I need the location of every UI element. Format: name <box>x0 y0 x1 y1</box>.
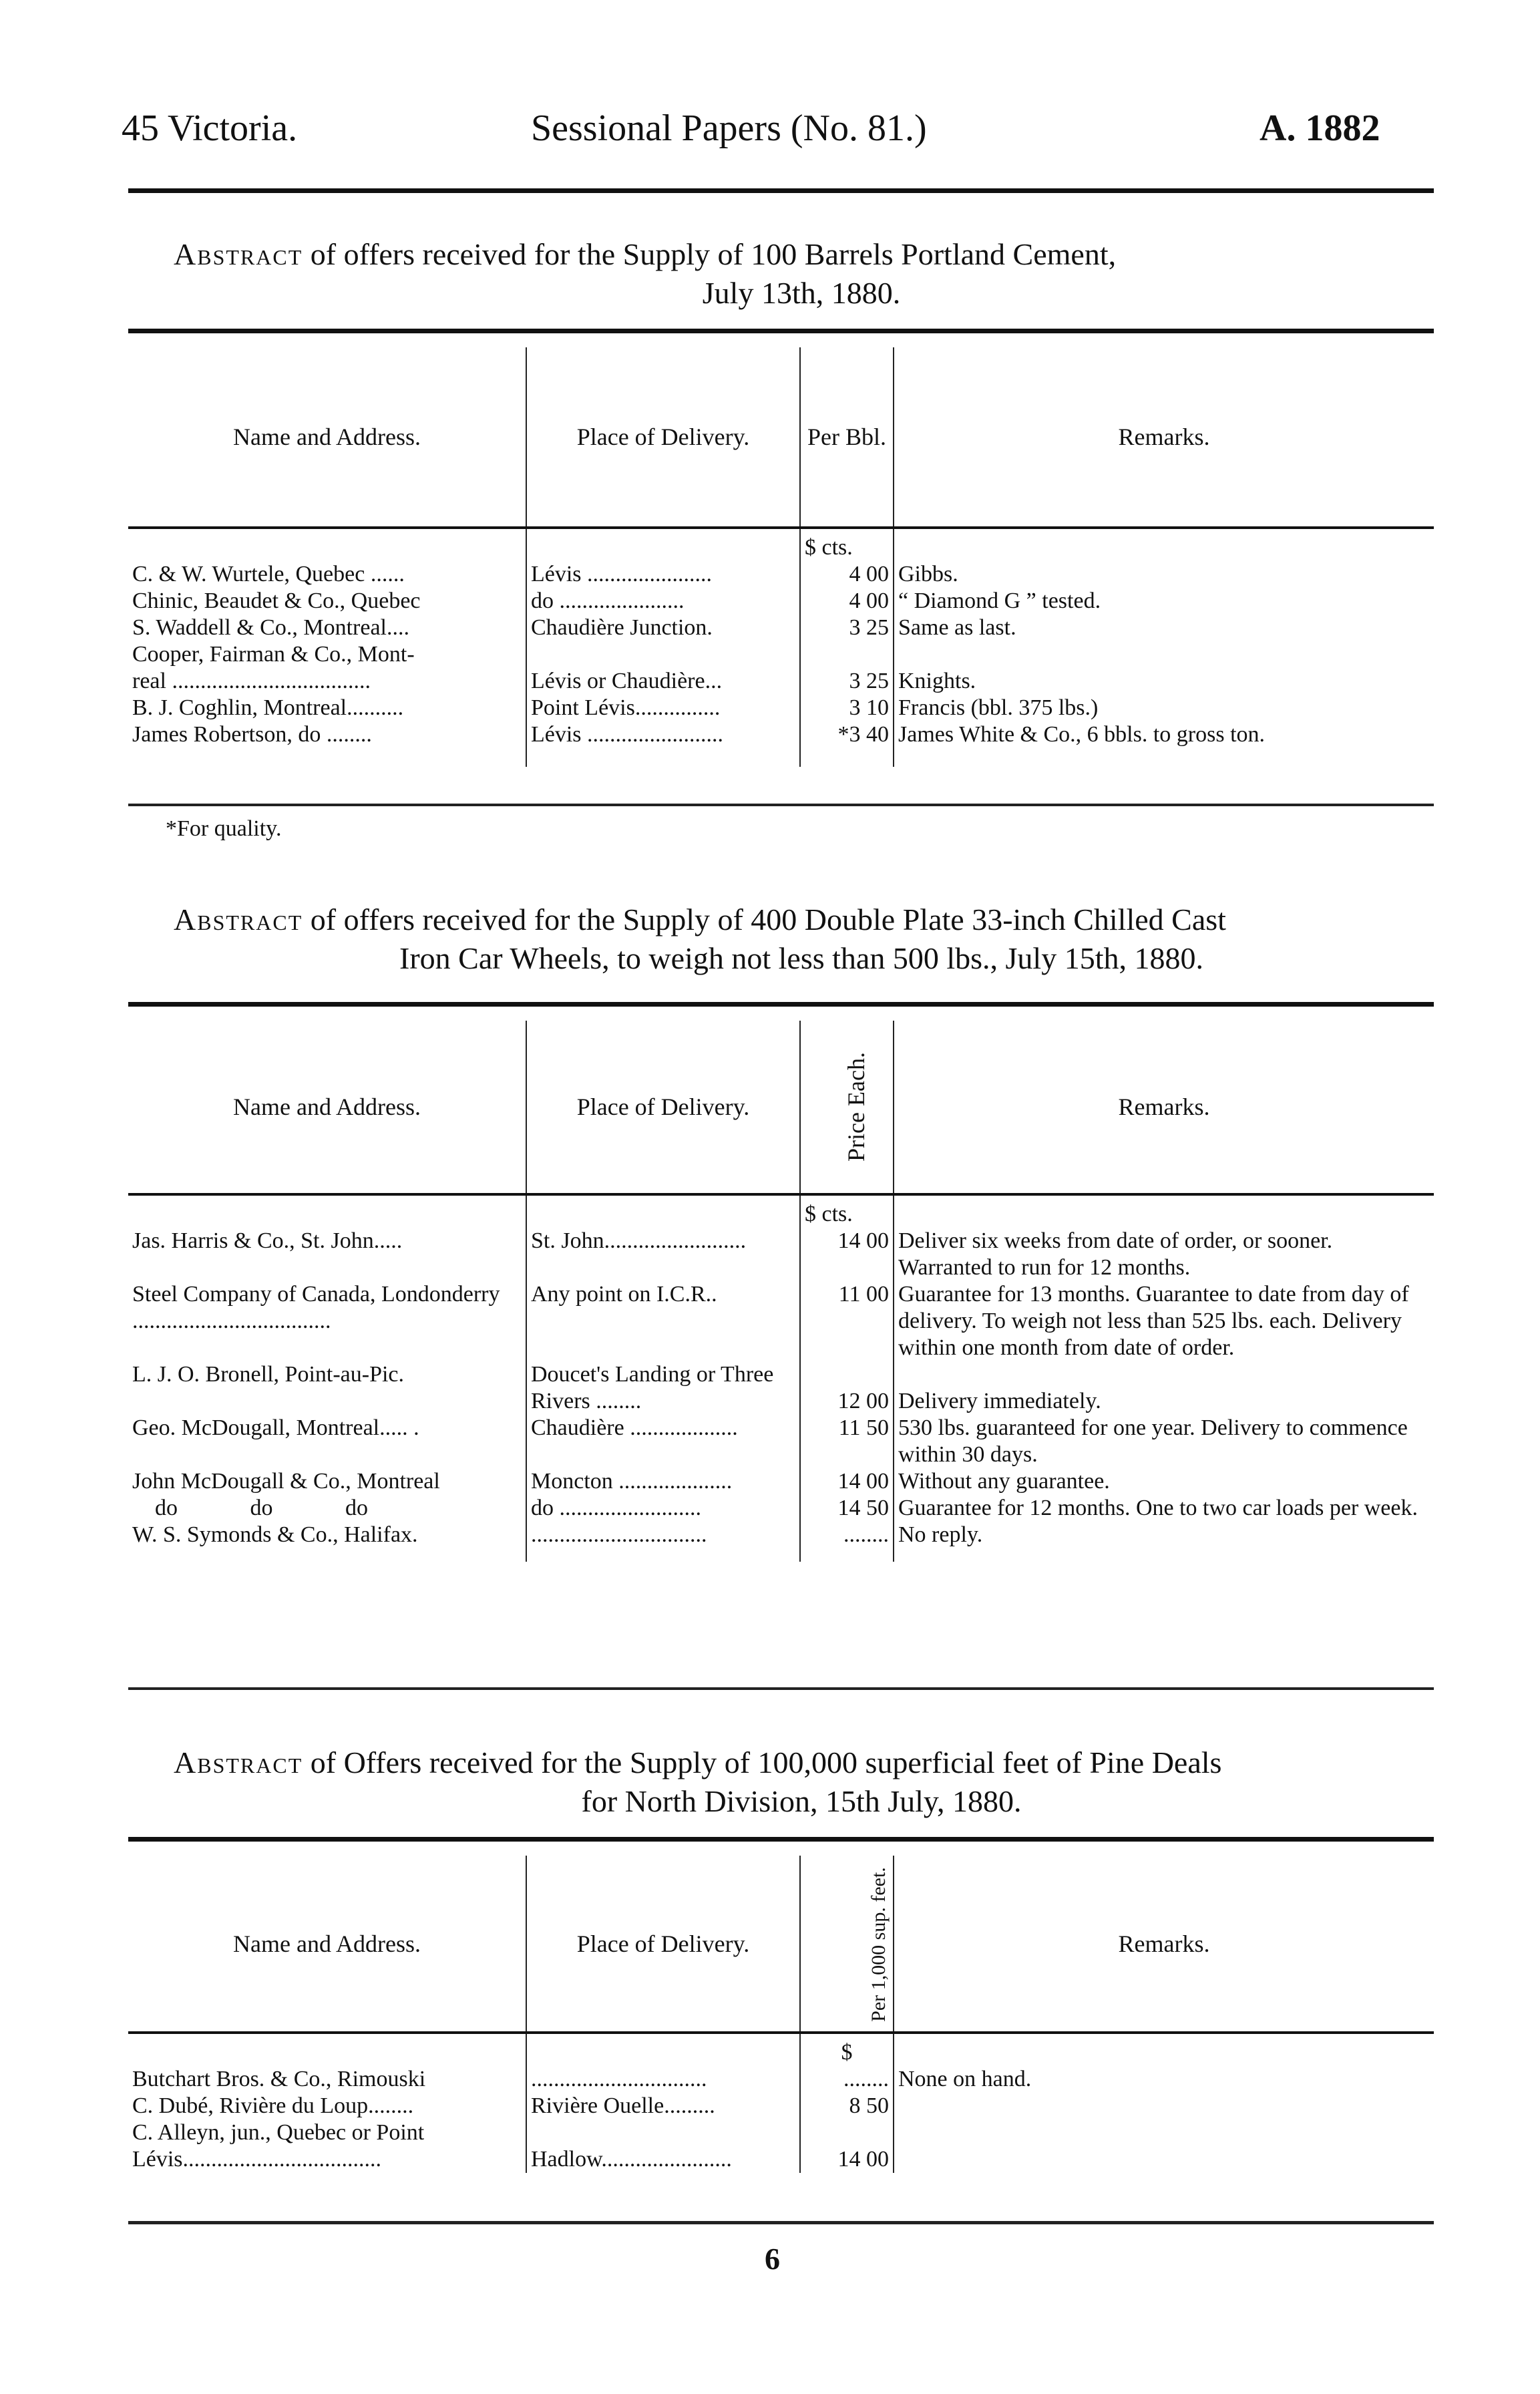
section3-title-line2: for North Division, 15th July, 1880. <box>581 1784 1022 1818</box>
row-place: Hadlow....................... <box>526 2119 800 2173</box>
row-name: Butchart Bros. & Co., Rimouski <box>132 2067 426 2091</box>
header-right: A. 1882 <box>1260 108 1380 149</box>
table-row <box>128 2119 1434 2173</box>
price-each-label: Price Each. <box>842 1052 870 1162</box>
row-price: 8 50 <box>800 2093 894 2119</box>
section1-top-rule <box>128 329 1434 333</box>
section3-title-lead: Abstract <box>174 1745 303 1779</box>
page-number: 6 <box>765 2242 780 2276</box>
table-row <box>128 1495 1434 1522</box>
section1-footnote: *For quality. <box>166 816 282 841</box>
table-row <box>128 2093 1434 2119</box>
row-remarks: Francis (bbl. 375 lbs.) <box>894 695 1434 721</box>
row-price: 14 00 <box>800 1468 894 1495</box>
header-rule <box>128 188 1434 193</box>
row-price: 11 00 <box>800 1281 894 1361</box>
row-price: 4 00 <box>800 561 894 588</box>
row-price: *3 40 <box>800 721 894 748</box>
unit-row <box>128 1194 1434 1228</box>
section3-bottom-rule <box>128 2221 1434 2224</box>
col-remarks-header: Remarks. <box>894 347 1434 528</box>
row-place: Lévis ........................ <box>526 721 800 748</box>
row-place: Any point on I.C.R.. <box>526 1281 800 1361</box>
table-row <box>128 695 1434 721</box>
row-name: C. Alleyn, jun., Quebec or Point Lévis................................... <box>132 2120 425 2172</box>
section1-bottom-rule <box>128 804 1434 806</box>
row-price: 14 00 <box>800 2119 894 2173</box>
page-header <box>0 107 1540 160</box>
table-row <box>128 2066 1434 2093</box>
col-place-header: Place of Delivery. <box>526 1021 800 1194</box>
row-place: Point Lévis............... <box>526 695 800 721</box>
row-price: 11 50 <box>800 1415 894 1468</box>
row-name: do do do <box>155 1496 368 1520</box>
row-remarks <box>894 641 1434 668</box>
row-name: John McDougall & Co., Montreal <box>132 1469 440 1494</box>
row-name: W. S. Symonds & Co., Halifax. <box>132 1522 418 1547</box>
row-remarks: 530 lbs. guaranteed for one year. Delivery to commence within 30 days. <box>894 1415 1434 1468</box>
section2-top-rule <box>128 1002 1434 1007</box>
row-place <box>526 641 800 668</box>
row-remarks: None on hand. <box>894 2066 1434 2093</box>
row-price: 4 00 <box>800 588 894 615</box>
section3-table <box>128 1856 1434 2173</box>
col-price-header <box>800 1856 894 2033</box>
table-row <box>128 721 1434 748</box>
row-place: St. John......................... <box>526 1228 800 1281</box>
row-place: Lévis ...................... <box>526 561 800 588</box>
table-row <box>128 1522 1434 1548</box>
row-place: Rivière Ouelle......... <box>526 2093 800 2119</box>
row-price: 3 25 <box>800 615 894 641</box>
row-remarks: Guarantee for 13 months. Guarantee to date from day of delivery. To weigh not less than 525 lbs. each. Delivery within one month from date of order. <box>894 1281 1434 1361</box>
col-remarks-header: Remarks. <box>894 1856 1434 2033</box>
row-remarks: Delivery immediately. <box>894 1361 1434 1415</box>
row-price: 3 10 <box>800 695 894 721</box>
row-remarks <box>894 2093 1434 2119</box>
row-name: real ................................... <box>132 669 371 693</box>
col-price-header <box>800 1021 894 1194</box>
unit-label: $ cts. <box>800 1194 894 1228</box>
row-remarks: “ Diamond G ” tested. <box>894 588 1434 615</box>
row-price: 14 00 <box>800 1228 894 1281</box>
row-name: L. J. O. Bronell, Point-au-Pic. <box>132 1362 405 1387</box>
row-name: Jas. Harris & Co., St. John..... <box>132 1228 403 1253</box>
row-name: Geo. McDougall, Montreal..... . <box>132 1415 419 1440</box>
unit-row <box>128 528 1434 561</box>
row-name: Cooper, Fairman & Co., Mont- <box>132 642 415 667</box>
section2-title-line2: Iron Car Wheels, to weigh not less than 500 lbs., July 15th, 1880. <box>399 941 1203 975</box>
row-remarks: No reply. <box>894 1522 1434 1548</box>
table-row <box>128 1228 1434 1281</box>
col-name-header: Name and Address. <box>128 1856 526 2033</box>
row-remarks: James White & Co., 6 bbls. to gross ton. <box>894 721 1434 748</box>
section3-title-rest: of Offers received for the Supply of 100,000 superficial feet of Pine Deals <box>303 1745 1222 1779</box>
row-place: Chaudière ................... <box>526 1415 800 1468</box>
row-price: ........ <box>800 2066 894 2093</box>
row-place: ............................... <box>526 1522 800 1548</box>
section1-title <box>174 235 1429 313</box>
row-price: 14 50 <box>800 1495 894 1522</box>
col-place-header: Place of Delivery. <box>526 347 800 528</box>
unit-label: $ <box>800 2033 894 2066</box>
row-remarks: Gibbs. <box>894 561 1434 588</box>
header-center: Sessional Papers (No. 81.) <box>531 108 927 149</box>
col-name-header: Name and Address. <box>128 347 526 528</box>
section1-title-line2: July 13th, 1880. <box>702 276 901 310</box>
section2-bottom-rule <box>128 1687 1434 1690</box>
section2-title-rest: of offers received for the Supply of 400 Double Plate 33-inch Chilled Cast <box>303 902 1226 936</box>
row-place: Lévis or Chaudière... <box>526 668 800 695</box>
row-name: S. Waddell & Co., Montreal.... <box>132 615 409 640</box>
col-name-header: Name and Address. <box>128 1021 526 1194</box>
table-row <box>128 1415 1434 1468</box>
section1-table <box>128 347 1434 767</box>
row-name: C. & W. Wurtele, Quebec ...... <box>132 562 405 586</box>
row-name: Chinic, Beaudet & Co., Quebec <box>132 588 421 613</box>
row-remarks <box>894 2119 1434 2173</box>
header-left: 45 Victoria. <box>122 108 298 149</box>
row-place: Chaudière Junction. <box>526 615 800 641</box>
row-name: Steel Company of Canada, Londonderry ................................... <box>132 1282 500 1333</box>
section3-title <box>174 1743 1429 1821</box>
row-place: do ...................... <box>526 588 800 615</box>
row-place: Doucet's Landing or Three Rivers ........ <box>526 1361 800 1415</box>
row-remarks: Without any guarantee. <box>894 1468 1434 1495</box>
row-price: 12 00 <box>800 1361 894 1415</box>
row-place: Moncton .................... <box>526 1468 800 1495</box>
row-remarks: Knights. <box>894 668 1434 695</box>
unit-label: $ cts. <box>800 528 894 561</box>
table-row <box>128 1468 1434 1495</box>
table-row <box>128 1281 1434 1361</box>
row-name: B. J. Coghlin, Montreal.......... <box>132 695 404 720</box>
row-name: James Robertson, do ........ <box>132 722 372 747</box>
table-row <box>128 1361 1434 1415</box>
row-price: 3 25 <box>800 668 894 695</box>
section2-title <box>174 900 1429 978</box>
row-place: do ......................... <box>526 1495 800 1522</box>
col-price-header: Per Bbl. <box>800 347 894 528</box>
per-1000-label: Per 1,000 sup. feet. <box>867 1867 890 2022</box>
section1-title-rest: of offers received for the Supply of 100 Barrels Portland Cement, <box>303 237 1117 271</box>
unit-row <box>128 2033 1434 2066</box>
table-row <box>128 588 1434 615</box>
section2-title-lead: Abstract <box>174 902 303 936</box>
table-row <box>128 561 1434 588</box>
table-row <box>128 668 1434 695</box>
col-remarks-header: Remarks. <box>894 1021 1434 1194</box>
col-place-header: Place of Delivery. <box>526 1856 800 2033</box>
row-name: C. Dubé, Rivière du Loup........ <box>132 2093 414 2118</box>
row-price: ........ <box>800 1522 894 1548</box>
row-price <box>800 641 894 668</box>
row-remarks: Guarantee for 12 months. One to two car loads per week. <box>894 1495 1434 1522</box>
section2-table <box>128 1021 1434 1562</box>
row-remarks: Same as last. <box>894 615 1434 641</box>
section3-top-rule <box>128 1837 1434 1842</box>
table-row <box>128 615 1434 641</box>
row-place: ............................... <box>526 2066 800 2093</box>
row-remarks: Deliver six weeks from date of order, or sooner. Warranted to run for 12 months. <box>894 1228 1434 1281</box>
table-row <box>128 641 1434 668</box>
section1-title-lead: Abstract <box>174 237 303 271</box>
